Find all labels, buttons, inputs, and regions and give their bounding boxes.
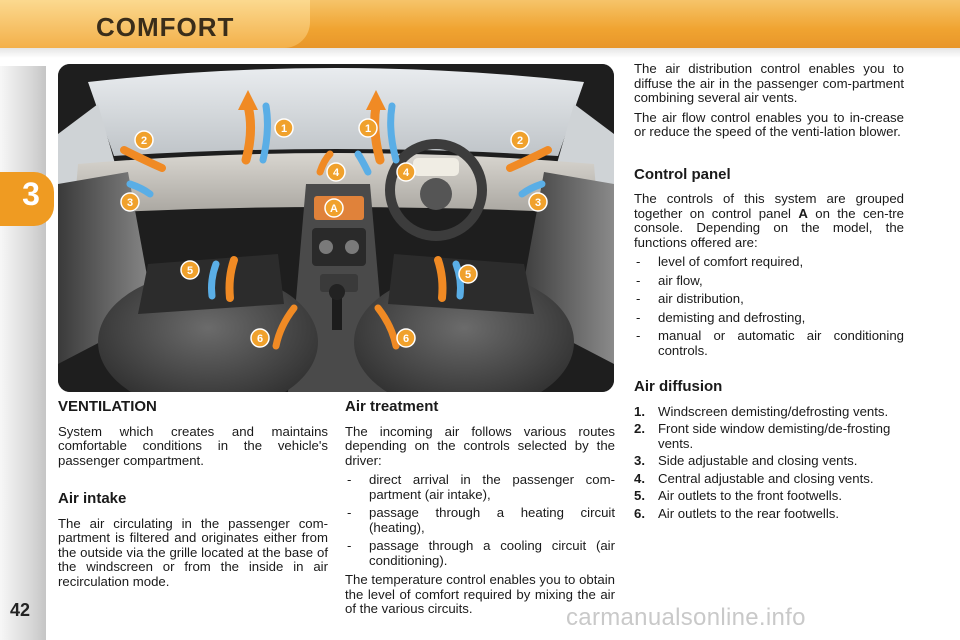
svg-text:1: 1 <box>364 123 372 135</box>
svg-text:1: 1 <box>280 123 288 135</box>
right-column <box>634 62 904 524</box>
chapter-number: 3 <box>22 176 40 212</box>
marker-3-left <box>121 193 139 211</box>
list-item: 2. Front side window demisting/de-frosting vents. <box>634 421 891 451</box>
air-treatment-heading: Air treatment <box>345 398 439 415</box>
page-number: 42 <box>10 600 31 620</box>
distribution-text-1: The air distribution control enables you to diffuse the air in the passenger com-partment combining several air vents. <box>634 61 904 105</box>
list-item: 4. Central adjustable and closing vents. <box>634 470 874 486</box>
svg-text:5: 5 <box>464 269 472 281</box>
control-panel-intro: The controls of this system are grouped together on control panel A on the cen-tre console. Depending on the model, the functions offered are: <box>634 191 904 250</box>
list-item: - level of comfort required, <box>634 255 904 270</box>
marker-2-left <box>135 131 153 149</box>
marker-1-right <box>359 119 377 137</box>
ventilation-illustration <box>58 64 614 392</box>
marker-a <box>325 199 343 217</box>
page-title: COMFORT <box>96 12 235 42</box>
air-treatment-list <box>345 473 615 568</box>
list-item: - direct arrival in the passenger com-partment (air intake), <box>345 473 615 502</box>
svg-text:2: 2 <box>516 135 524 147</box>
car-interior-drawing <box>58 64 614 392</box>
svg-text:3: 3 <box>126 197 134 209</box>
windscreen <box>88 68 584 156</box>
list-item: 6. Air outlets to the rear footwells. <box>634 505 840 521</box>
marker-3-right <box>529 193 547 211</box>
air-diffusion-heading: Air diffusion <box>634 378 723 395</box>
marker-1-left <box>275 119 293 137</box>
marker-4-left <box>327 163 345 181</box>
air-intake-text: The air circulating in the passenger com-partment is filtered and originates either from the outside via the grille located at the base of the windscreen or from the inside in air recirculation mode. <box>58 515 328 589</box>
ventilation-text: System which creates and maintains comfortable conditions in the vehicle's passenger compartment. <box>58 423 328 468</box>
ventilation-section <box>58 400 328 594</box>
air-treatment-outro: The temperature control enables you to obtain the level of comfort required by mixing the air of the various circuits. <box>345 572 615 616</box>
marker-5-right <box>459 265 477 283</box>
list-item: - air flow, <box>634 274 904 289</box>
air-intake-heading: Air intake <box>58 490 127 507</box>
svg-text:3: 3 <box>534 197 542 209</box>
svg-text:A: A <box>330 203 338 215</box>
list-item: - passage through a cooling circuit (air conditioning). <box>345 539 615 568</box>
list-item: - demisting and defrosting, <box>634 311 904 326</box>
svg-text:6: 6 <box>402 333 410 345</box>
air-treatment-intro: The incoming air follows various routes depending on the controls selected by the driver: <box>345 423 615 468</box>
marker-6-right <box>397 329 415 347</box>
header-shadow <box>0 48 960 58</box>
svg-text:2: 2 <box>140 135 148 147</box>
air-treatment-section <box>345 400 615 622</box>
marker-2-right <box>511 131 529 149</box>
svg-text:6: 6 <box>256 333 264 345</box>
air-diffusion-list <box>634 405 904 522</box>
svg-text:5: 5 <box>186 265 194 277</box>
distribution-text-2: The air flow control enables you to in-crease or reduce the speed of the venti-lation blower. <box>634 109 904 139</box>
list-item: 1. Windscreen demisting/defrosting vents. <box>634 403 889 419</box>
marker-4-right <box>397 163 415 181</box>
list-item: - air distribution, <box>634 292 904 307</box>
control-panel-list <box>634 255 904 358</box>
list-item: - manual or automatic air conditioning controls. <box>634 329 904 358</box>
side-rail <box>0 66 46 640</box>
svg-text:4: 4 <box>402 167 410 179</box>
marker-6-left <box>251 329 269 347</box>
list-item: 3. Side adjustable and closing vents. <box>634 453 858 468</box>
marker-5-left <box>181 261 199 279</box>
list-item: - passage through a heating circuit (heating), <box>345 506 615 535</box>
watermark: carmanualsonline.info <box>566 604 806 631</box>
control-panel-heading: Control panel <box>634 165 731 183</box>
ventilation-heading: VENTILATION <box>58 398 157 415</box>
panel-letter: A <box>798 205 808 221</box>
list-item: 5. Air outlets to the front footwells. <box>634 488 842 503</box>
svg-text:4: 4 <box>332 167 340 179</box>
